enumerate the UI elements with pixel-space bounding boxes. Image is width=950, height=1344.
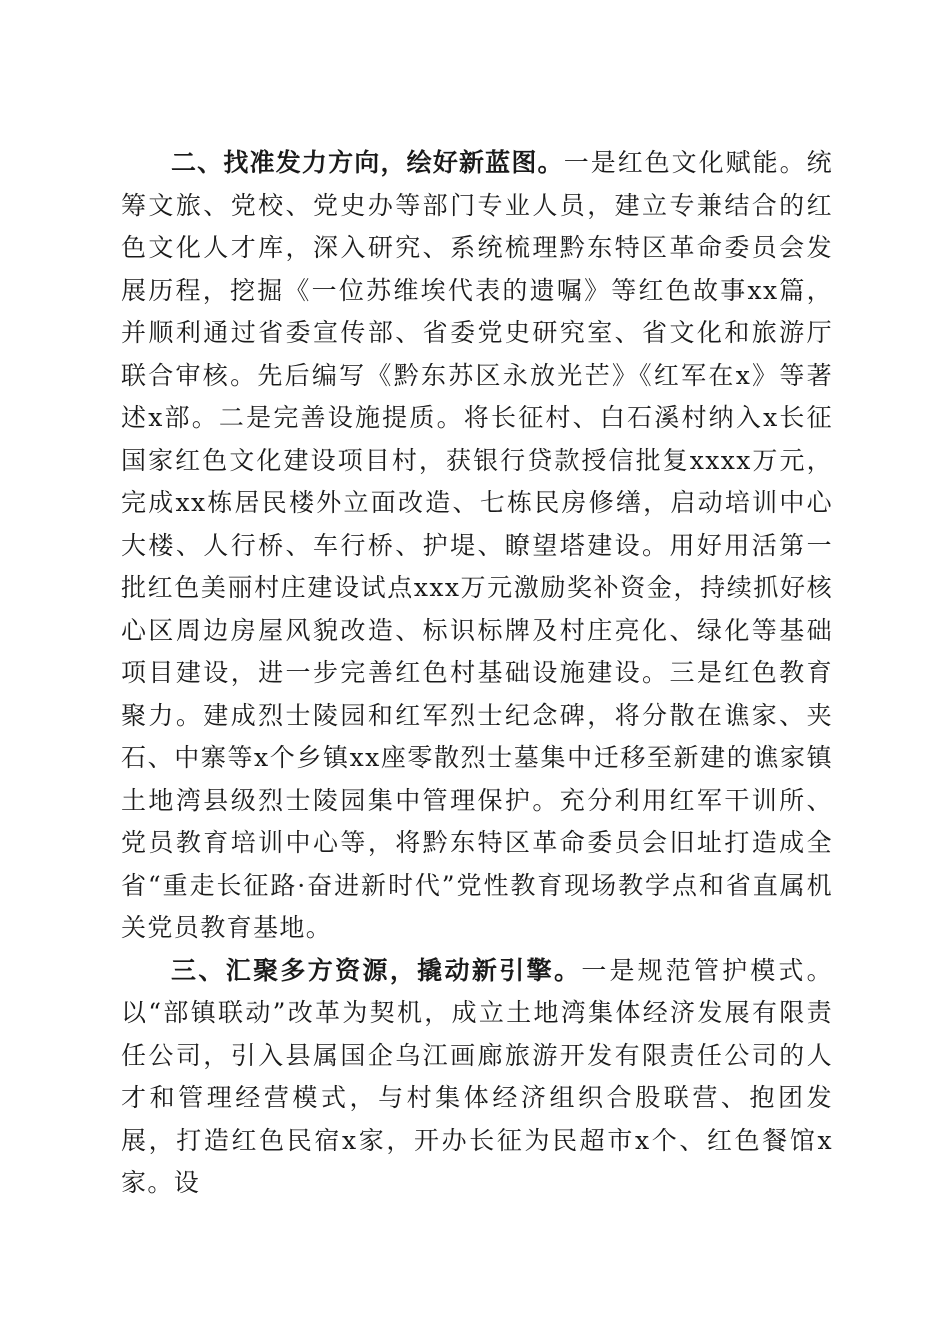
- paragraph-section-two: [121, 142, 833, 950]
- section-heading-three: 三、汇聚多方资源，撬动新引擎。: [171, 955, 582, 985]
- section-body-three: 一是规范管护模式。以“部镇联动”改革为契机，成立土地湾集体经济发展有限责任公司，引入县属国企乌江画廊旅游开发有限责任公司的人才和管理经营模式，与村集体经济组织合股联营、抱团发展，打造红色民宿x家，开办长征为民超市x个、红色餐馆x家。设: [121, 955, 833, 1197]
- paragraph-section-three: [121, 950, 833, 1205]
- section-heading-two: 二、找准发力方向，绘好新蓝图。: [171, 148, 564, 177]
- section-body-two: 一是红色文化赋能。统筹文旅、党校、党史办等部门专业人员，建立专兼结合的红色文化人才库，深入研究、系统梳理黔东特区革命委员会发展历程，挖掘《一位苏维埃代表的遗嘱》等红色故事xx篇，并顺利通过省委宣传部、省委党史研究室、省文化和旅游厅联合审核。先后编写《黔东苏区永放光芒》《红军在x》等著述x部。二是完善设施提质。将长征村、白石溪村纳入x长征国家红色文化建设项目村，获银行贷款授信批复xxxx万元，完成xx栋居民楼外立面改造、七栋民房修缮，启动培训中心大楼、人行桥、车行桥、护堤、瞭望塔建设。用好用活第一批红色美丽村庄建设试点xxx万元激励奖补资金，持续抓好核心区周边房屋风貌改造、标识标牌及村庄亮化、绿化等基础项目建设，进一步完善红色村基础设施建设。三是红色教育聚力。建成烈士陵园和红军烈士纪念碑，将分散在谯家、夹石、中寨等x个乡镇xx座零散烈士墓集中迁移至新建的谯家镇土地湾县级烈士陵园集中管理保护。充分利用红军干训所、党员教育培训中心等，将黔东特区革命委员会旧址打造成全省“重走长征路·奋进新时代”党性教育现场教学点和省直属机关党员教育基地。: [121, 148, 833, 942]
- document-page: [121, 142, 833, 1205]
